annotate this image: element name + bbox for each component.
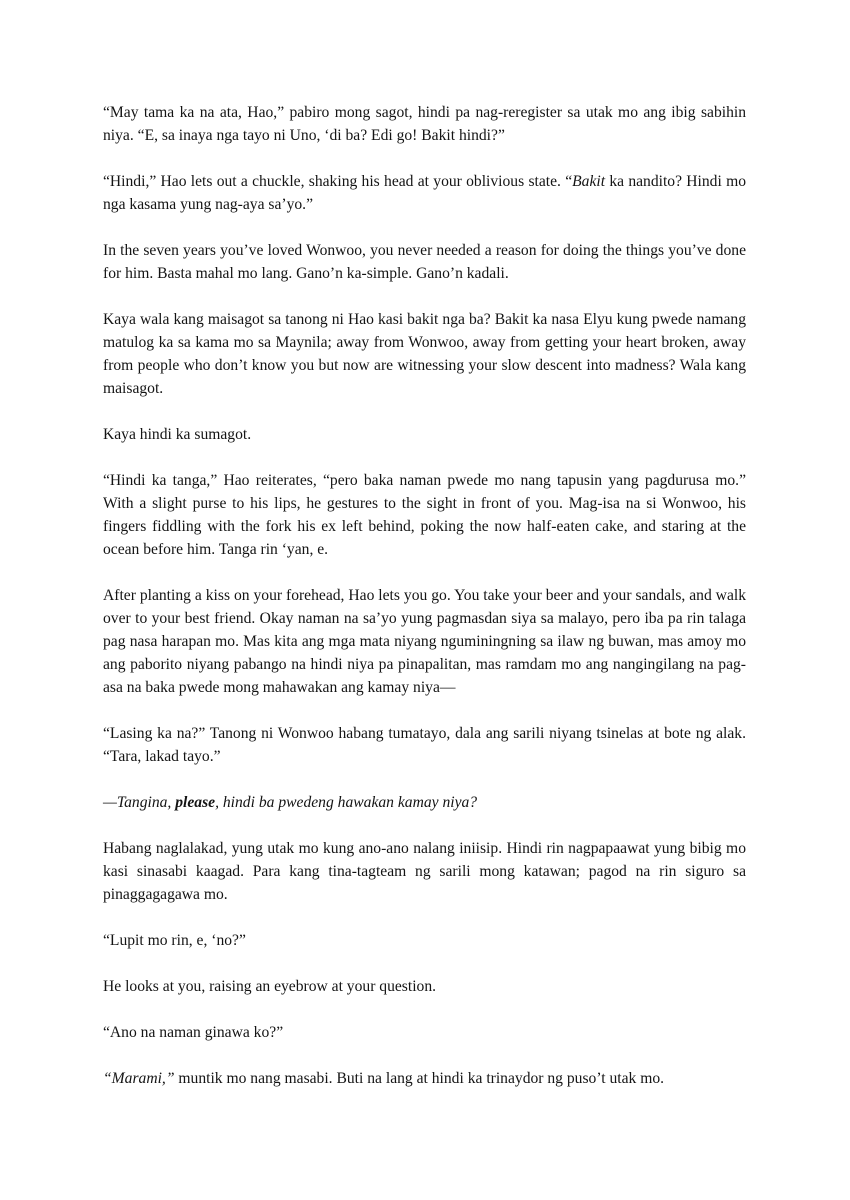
paragraph-12: He looks at you, raising an eyebrow at your question. [103,978,437,995]
paragraph-2 [103,170,746,216]
paragraph-4: Kaya wala kang maisagot sa tanong ni Hao kasi bakit nga ba? Bakit ka nasa Elyu kung pwede namang matulog ka sa kama mo sa Maynila; away from Wonwoo, away from getting your heart broken, away from people who don’t know you but now are witnessing your slow descent into madness? Wala kang maisagot. [103,311,746,397]
paragraph-14-text-end: muntik mo nang masabi. Buti na lang at hindi ka trinaydor ng puso’t utak mo. [174,1070,665,1087]
paragraph-2-text-end: ka nandito? Hindi mo nga kasama yung nag-aya sa’yo.” [103,173,747,213]
paragraph-1: “May tama ka na ata, Hao,” pabiro mong sagot, hindi pa nag-reregister sa utak mo ang ibig sabihin niya. “E, sa inaya nga tayo ni Uno, ‘di ba? Edi go! Bakit hindi?” [103,104,746,144]
document-page [103,101,746,1090]
paragraph-2-text-start: “Hindi,” Hao lets out a chuckle, shaking his head at your oblivious state. “ [103,173,573,190]
paragraph-9-text-start: —Tangina, [103,794,176,811]
paragraph-9-bold-emphasis: please [175,794,216,811]
paragraph-11: “Lupit mo rin, e, ‘no?” [103,932,246,949]
paragraph-10: Habang naglalakad, yung utak mo kung ano-ano nalang iniisip. Hindi rin nagpapaawat yung bibig mo kasi sinasabi kaagad. Para kang tina-tagteam ng sarili mong katawan; pagod na rin siguro sa pinaggagagawa mo. [103,840,746,903]
paragraph-8: “Lasing ka na?” Tanong ni Wonwoo habang tumatayo, dala ang sarili niyang tsinelas at bote ng alak. “Tara, lakad tayo.” [103,725,746,765]
paragraph-2-italic-emphasis: Bakit [572,173,606,190]
paragraph-9 [103,791,746,814]
paragraph-7: After planting a kiss on your forehead, Hao lets you go. You take your beer and your sandals, and walk over to your best friend. Okay naman na sa’yo yung pagmasdan siya sa malayo, pero iba pa rin talaga pag nasa harapan mo. Mas kita ang mga mata niyang nguminingning sa ilaw ng buwan, mas amoy mo ang paborito niyang pabango na hindi niya pa pinapalitan, mas ramdam mo ang nangingilang na pag-asa na baka pwede mong mahawakan ang kamay niya— [103,587,746,696]
paragraph-13: “Ano na naman ginawa ko?” [103,1024,284,1041]
paragraph-14-italic-emphasis: “Marami,” [103,1070,175,1087]
paragraph-3: In the seven years you’ve loved Wonwoo, you never needed a reason for doing the things you’ve done for him. Basta mahal mo lang. Gano’n ka-simple. Gano’n kadali. [103,242,746,282]
paragraph-5: Kaya hindi ka sumagot. [103,426,252,443]
paragraph-9-text-end: , hindi ba pwedeng hawakan kamay niya? [215,794,478,811]
paragraph-14 [103,1067,746,1090]
paragraph-6: “Hindi ka tanga,” Hao reiterates, “pero baka naman pwede mo nang tapusin yang pagdurusa mo.” With a slight purse to his lips, he gestures to the sight in front of you. Mag-isa na si Wonwoo, his fingers fiddling with the fork his ex left behind, poking the now half-eaten cake, and staring at the ocean before him. Tanga rin ‘yan, e. [103,472,746,558]
